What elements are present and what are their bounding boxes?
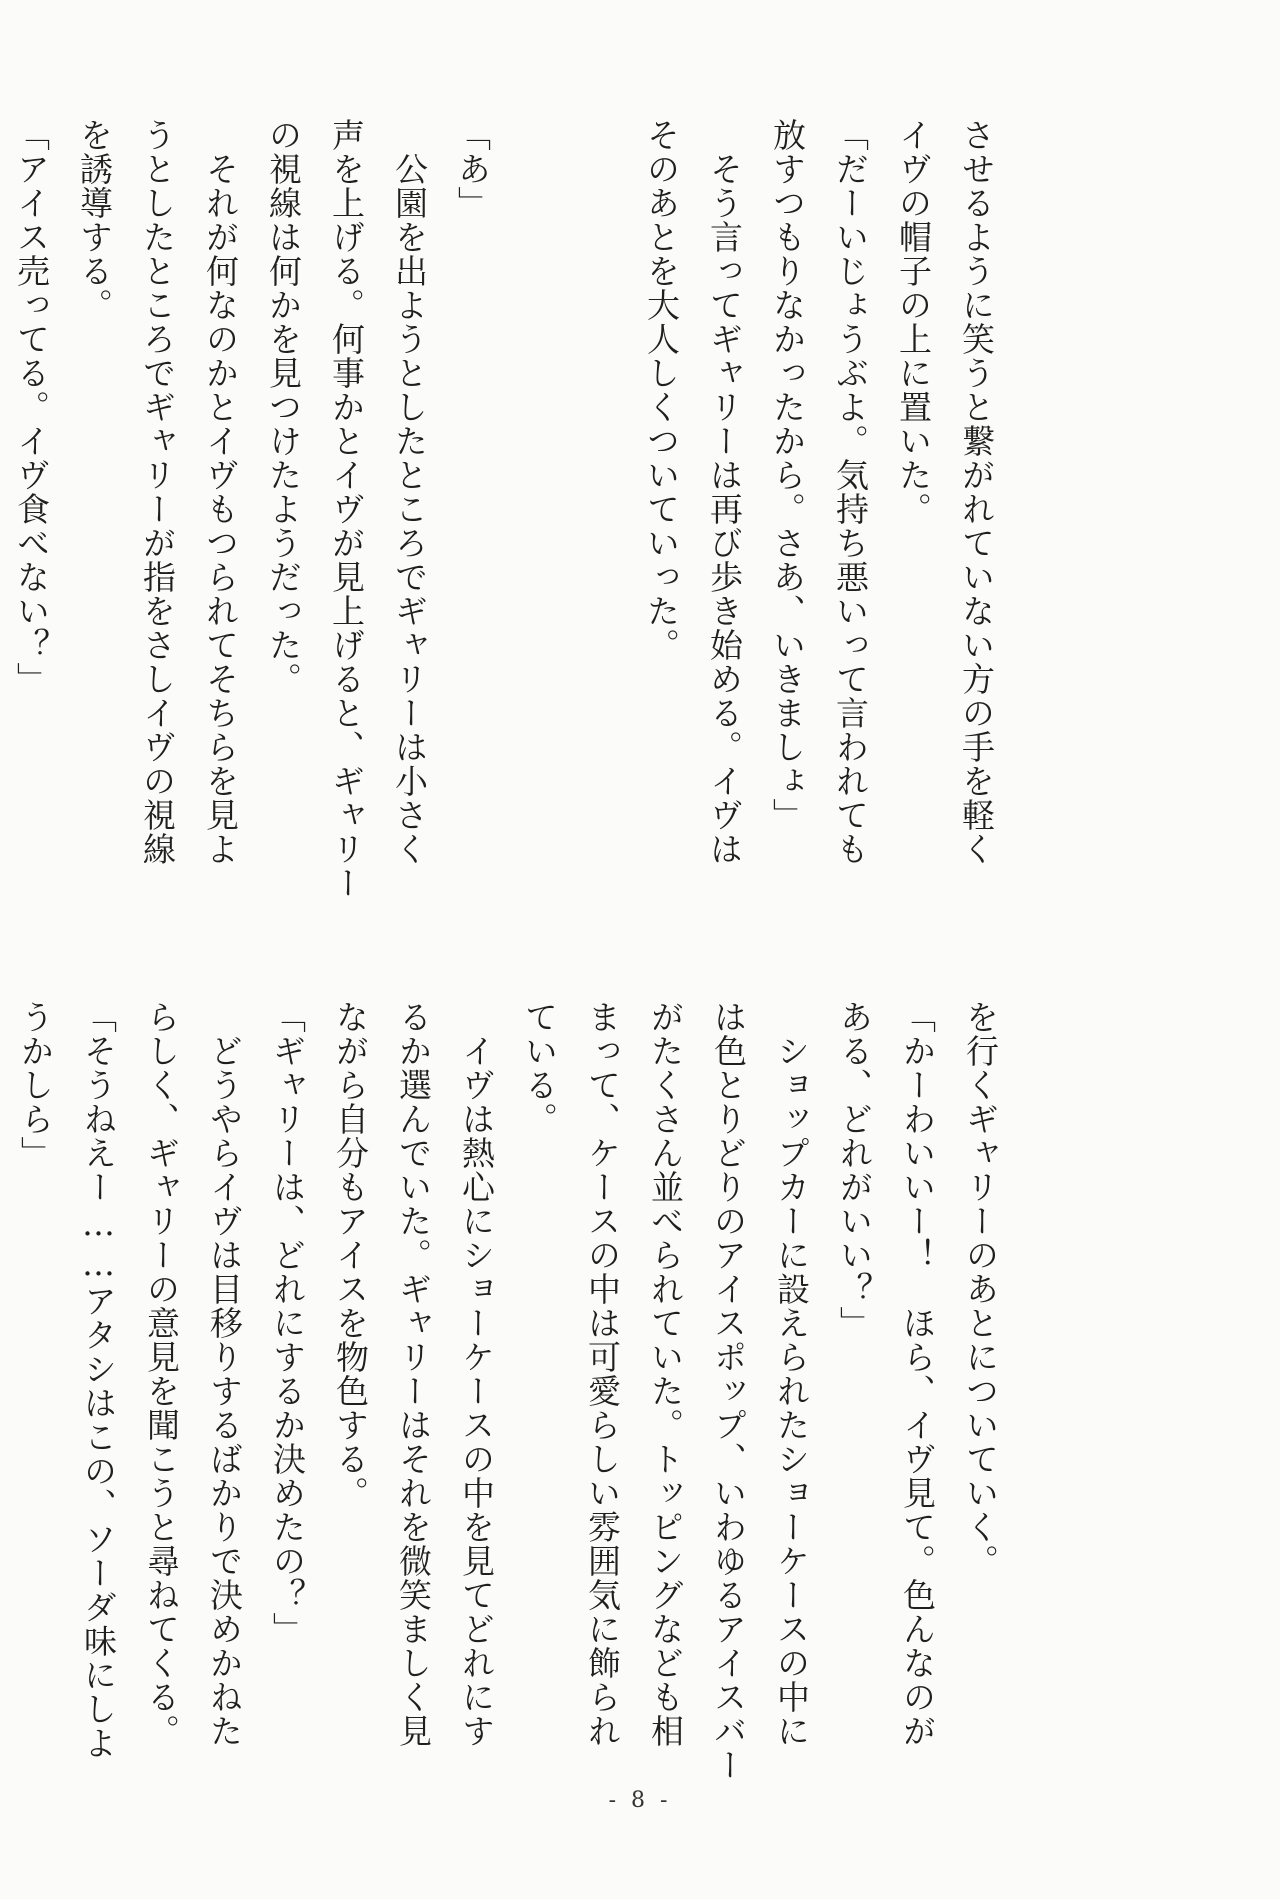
text-line: ある、どれがいい？」	[835, 1000, 874, 1340]
text-line: 「そうねえー……アタシはこの、ソーダ味にしよ	[79, 1000, 118, 1760]
text-line: 「アイス売ってる。イヴ食べない？」	[12, 118, 51, 696]
text-line: 「かーわいいー！ ほら、イヴ見て。色んなのが	[898, 1000, 937, 1748]
text-line: ている。	[520, 1000, 559, 1136]
text-line: させるように笑うと繋がれていない方の手を軽く	[957, 118, 996, 866]
text-line: 声を上げる。何事かとイヴが見上げると、ギャリー	[327, 118, 366, 900]
text-line: そのあとを大人しくついていった。	[642, 118, 681, 662]
text-line: の視線は何かを見つけたようだった。	[264, 118, 303, 696]
text-block-bottom	[0, 1000, 1012, 1782]
text-line: うとしたところでギャリーが指をさしイヴの視線	[138, 118, 177, 866]
text-line: 「だーいじょうぶよ。気持ち悪いって言われても	[831, 118, 870, 866]
text-line: そう言ってギャリーは再び歩き始める。イヴは	[705, 118, 744, 866]
text-line: ながら自分もアイスを物色する。	[331, 1000, 370, 1510]
page-number: - 8 -	[608, 1788, 672, 1813]
text-line: イヴの帽子の上に置いた。	[894, 118, 933, 526]
text-line: それが何なのかとイヴもつられてそちらを見よ	[201, 118, 240, 866]
text-line: どうやらイヴは目移りするばかりで決めかねた	[205, 1000, 244, 1748]
text-line: は色とりどりのアイスポップ、いわゆるアイスバー	[709, 1000, 748, 1782]
text-line	[567, 118, 630, 888]
text-line: 「あ」	[453, 118, 492, 220]
text-line: ショップカーに設えられたショーケースの中に	[772, 1000, 811, 1748]
text-line: るか選んでいた。ギャリーはそれを微笑ましく見	[394, 1000, 433, 1748]
text-line: を行くギャリーのあとについていく。	[961, 1000, 1000, 1578]
text-line: 放すつもりなかったから。さあ、いきましょ」	[768, 118, 807, 832]
text-line: らしく、ギャリーの意見を聞こうと尋ねてくる。	[142, 1000, 181, 1748]
text-line	[504, 118, 567, 888]
text-line: 「ギャリーは、どれにするか決めたの？」	[268, 1000, 307, 1646]
text-line: まって、ケースの中は可愛らしい雰囲気に飾られ	[583, 1000, 622, 1748]
text-line	[0, 1000, 4, 1760]
text-line: イヴは熱心にショーケースの中を見てどれにす	[457, 1000, 496, 1748]
text-line: を誘導する。	[75, 118, 114, 322]
text-block-top	[0, 118, 1008, 900]
text-line: 公園を出ようとしたところでギャリーは小さく	[390, 118, 429, 866]
text-line: うかしら」	[16, 1000, 55, 1170]
text-line: がたくさん並べられていた。トッピングなども相	[646, 1000, 685, 1748]
